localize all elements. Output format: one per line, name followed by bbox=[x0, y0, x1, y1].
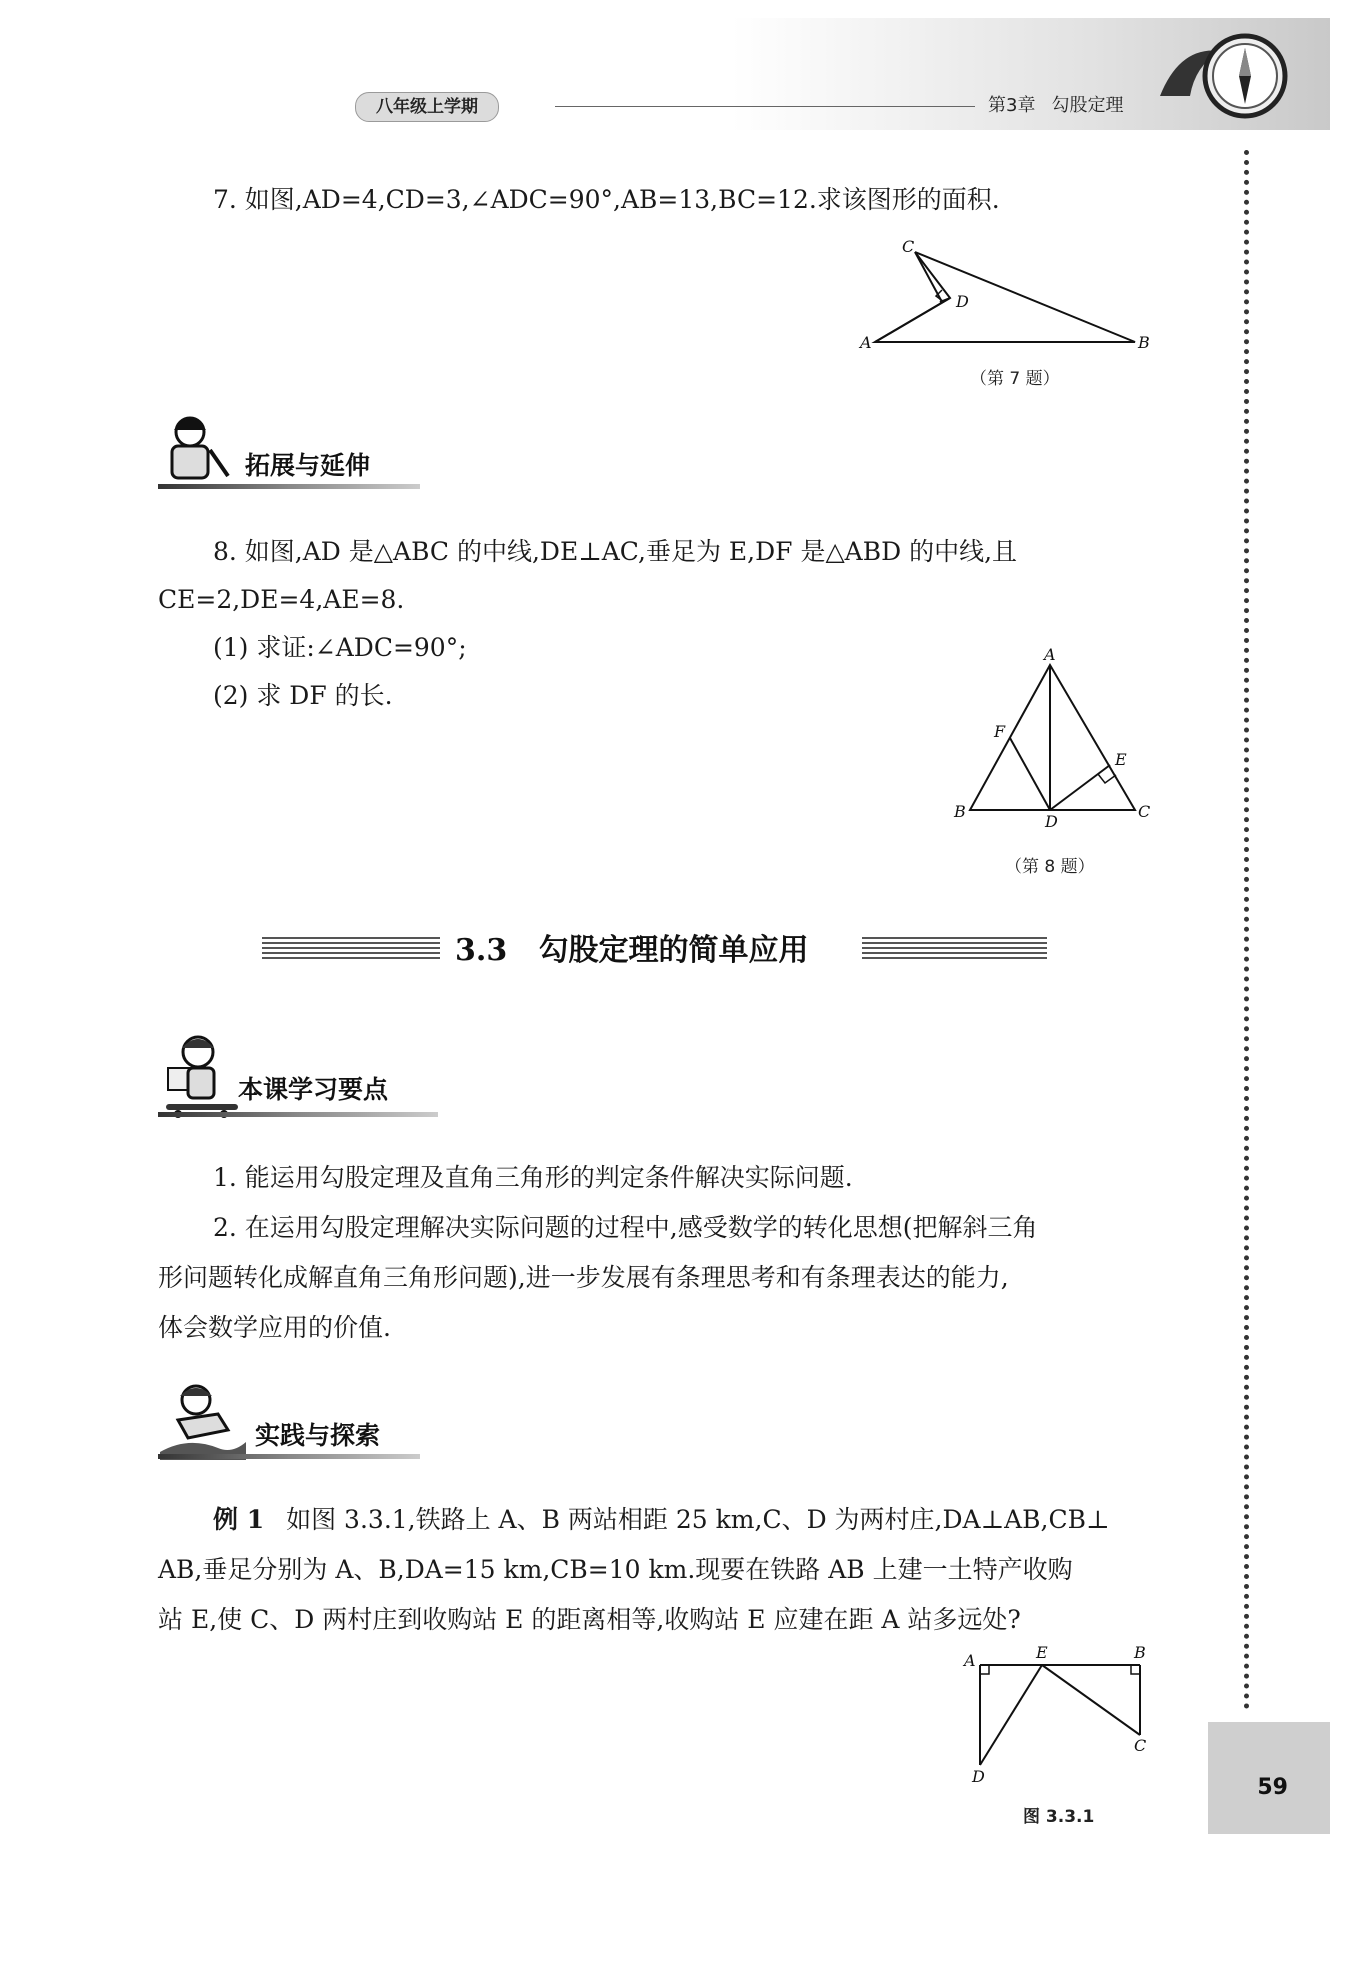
q7-label-d: D bbox=[956, 292, 969, 311]
q8-label-b: B bbox=[954, 802, 966, 821]
section-title-stripes-left bbox=[262, 937, 440, 959]
chapter-number: 第3章 bbox=[988, 95, 1036, 116]
q7-label-a: A bbox=[860, 333, 872, 352]
q8-part2: (2) 求 DF 的长. bbox=[213, 681, 393, 710]
grade-label: 八年级上学期 bbox=[355, 92, 499, 122]
figure-3-3-1 bbox=[950, 1640, 1170, 1795]
q7-label-b: B bbox=[1138, 333, 1150, 352]
keypoint-2-line1: 2. 在运用勾股定理解决实际问题的过程中,感受数学的转化思想(把解斜三角 bbox=[213, 1213, 1038, 1242]
section-practice-underline bbox=[158, 1454, 420, 1459]
page-number: 59 bbox=[1257, 1775, 1288, 1800]
keypoint-2-line2: 形问题转化成解直角三角形问题),进一步发展有条理思考和有条理表达的能力, bbox=[158, 1263, 1009, 1292]
section-extension-underline bbox=[158, 484, 420, 489]
q8-label-c: C bbox=[1138, 802, 1151, 821]
q8-part1: (1) 求证:∠ADC=90°; bbox=[213, 633, 467, 662]
section-practice-label: 实践与探索 bbox=[255, 1421, 381, 1450]
keypoint-2-line3: 体会数学应用的价值. bbox=[158, 1313, 391, 1342]
section-3-3-title bbox=[455, 925, 809, 969]
q8-label-d: D bbox=[1045, 812, 1058, 831]
q8-figure bbox=[950, 645, 1170, 840]
q7-label-c: C bbox=[902, 237, 915, 256]
margin-dotted-rule bbox=[1244, 150, 1249, 1710]
q8-line2: CE=2,DE=4,AE=8. bbox=[158, 585, 405, 614]
section-3-3-number: 3.3 bbox=[455, 933, 508, 968]
student-skateboard-icon bbox=[158, 1030, 243, 1120]
chapter-title bbox=[988, 92, 1139, 120]
chapter-name: 勾股定理 bbox=[1051, 95, 1124, 116]
fig331-label-e: E bbox=[1036, 1643, 1048, 1662]
section-3-3-name: 勾股定理的简单应用 bbox=[538, 933, 809, 968]
q8-label-f: F bbox=[994, 722, 1006, 741]
section-extension-label: 拓展与延伸 bbox=[245, 451, 371, 480]
example1-label: 例 1 bbox=[213, 1505, 265, 1534]
q7-text: 7. 如图,AD=4,CD=3,∠ADC=90°,AB=13,BC=12.求该图形的面积. bbox=[213, 185, 1000, 214]
q8-caption: （第 8 题） bbox=[1005, 857, 1095, 877]
header-divider bbox=[555, 106, 975, 107]
fig331-label-c: C bbox=[1134, 1736, 1147, 1755]
fig331-label-b: B bbox=[1134, 1643, 1146, 1662]
q7-figure bbox=[850, 230, 1170, 360]
q8-label-e: E bbox=[1115, 750, 1127, 769]
fig331-label-d: D bbox=[972, 1767, 985, 1786]
section-title-stripes-right bbox=[862, 937, 1047, 959]
teacher-icon bbox=[158, 410, 233, 485]
q8-label-a: A bbox=[1044, 645, 1056, 664]
q8-line1: 8. 如图,AD 是△ABC 的中线,DE⊥AC,垂足为 E,DF 是△ABD 的中线,且 bbox=[213, 537, 1018, 566]
example1-line2: AB,垂足分别为 A、B,DA=15 km,CB=10 km.现要在铁路 AB 上建一土特产收购 bbox=[158, 1555, 1073, 1584]
fig331-label-a: A bbox=[964, 1651, 976, 1670]
compass-icon bbox=[1150, 26, 1290, 126]
section-keypoints-label: 本课学习要点 bbox=[238, 1075, 389, 1104]
student-surfing-icon bbox=[158, 1380, 248, 1465]
figure-3-3-1-caption: 图 3.3.1 bbox=[1023, 1807, 1095, 1827]
example1-line3: 站 E,使 C、D 两村庄到收购站 E 的距离相等,收购站 E 应建在距 A 站多远处? bbox=[158, 1605, 1021, 1634]
example1-line1 bbox=[213, 1495, 1110, 1545]
section-keypoints-underline bbox=[158, 1112, 438, 1117]
example1-line1-text: 如图 3.3.1,铁路上 A、B 两站相距 25 km,C、D 为两村庄,DA⊥AB,CB⊥ bbox=[286, 1505, 1110, 1534]
keypoint-1: 1. 能运用勾股定理及直角三角形的判定条件解决实际问题. bbox=[213, 1163, 853, 1192]
q7-caption: （第 7 题） bbox=[970, 369, 1060, 389]
